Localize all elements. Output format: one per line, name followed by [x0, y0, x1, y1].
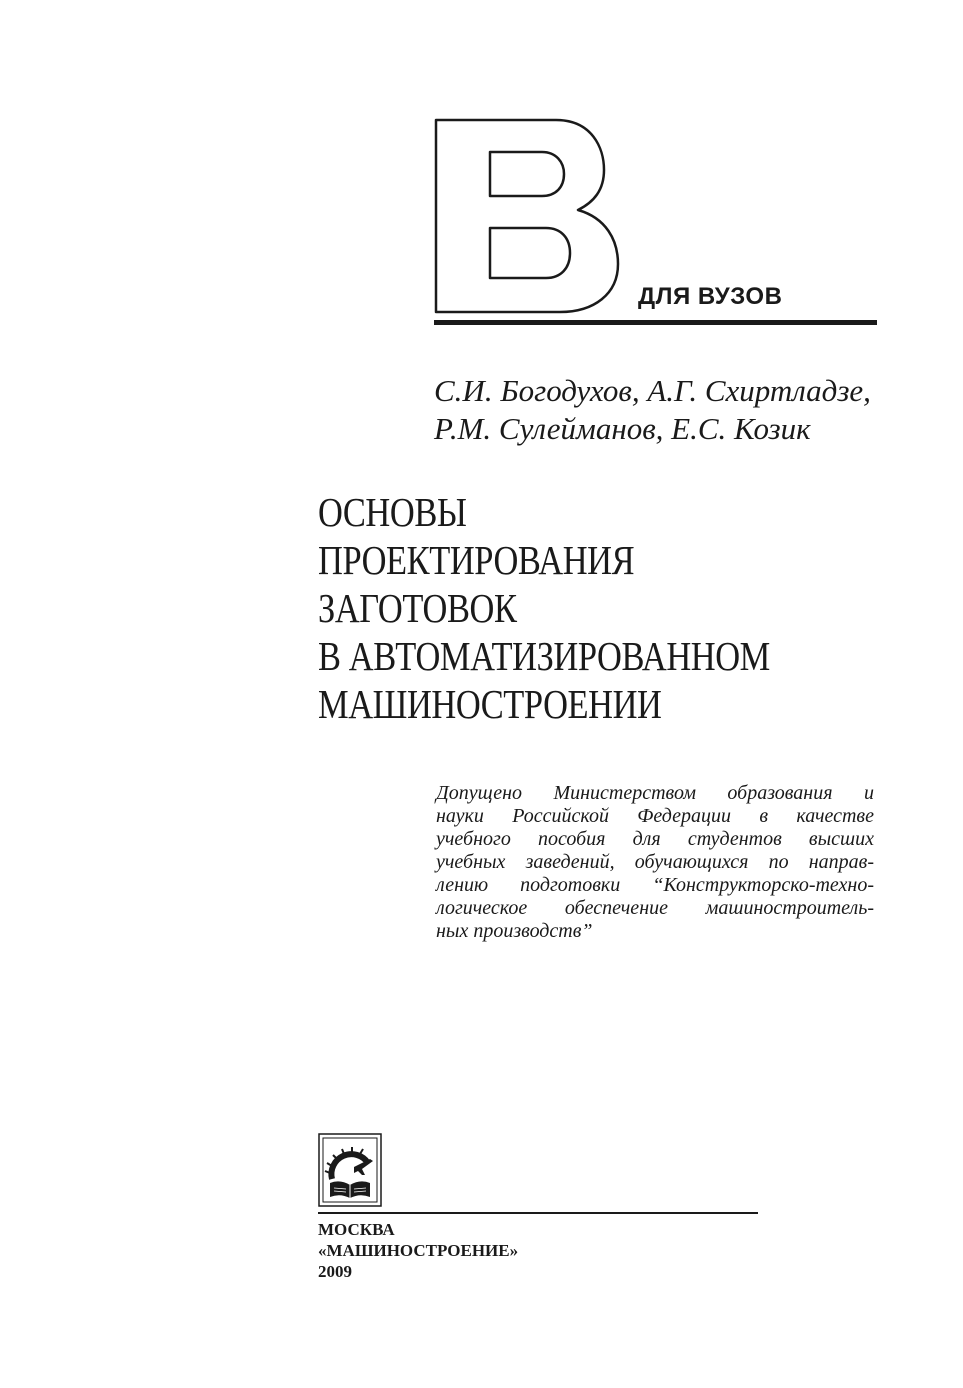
title-line-5: МАШИНОСТРОЕНИИ: [318, 681, 662, 727]
series-logo-icon: [434, 118, 624, 314]
approval-note: [436, 782, 874, 943]
approval-line-5: лению подготовки “Конструкторско-техно-: [436, 874, 874, 896]
publication-year: 2009: [318, 1262, 352, 1281]
publisher-emblem-icon: [318, 1133, 382, 1207]
approval-line-1: Допущено Министерством образования и: [436, 782, 874, 804]
title-line-2: ПРОЕКТИРОВАНИЯ: [318, 537, 635, 583]
approval-line-7: ных производств”: [436, 920, 593, 942]
approval-line-4: учебных заведений, обучающихся по направ-: [436, 851, 874, 873]
publisher-name: «МАШИНОСТРОЕНИЕ»: [318, 1241, 519, 1260]
authors-line-1: С.И. Богодухов, А.Г. Схиртладзе,: [434, 373, 871, 408]
imprint: [318, 1219, 518, 1282]
title-line-4: В АВТОМАТИЗИРОВАННОМ: [318, 633, 770, 679]
title-line-3: ЗАГОТОВОК: [318, 585, 517, 631]
publisher-divider: [318, 1212, 758, 1214]
title-line-1: ОСНОВЫ: [318, 489, 467, 535]
approval-line-6: логическое обеспечение машиностроитель-: [436, 897, 874, 919]
series-divider: [434, 320, 877, 325]
book-title: [318, 488, 938, 728]
series-label: ДЛЯ ВУЗОВ: [638, 283, 783, 310]
authors: [434, 372, 934, 448]
authors-line-2: Р.М. Сулейманов, Е.С. Козик: [434, 411, 811, 446]
publisher-city: МОСКВА: [318, 1220, 395, 1239]
approval-line-3: учебного пособия для студентов высших: [436, 828, 874, 850]
approval-line-2: науки Российской Федерации в качестве: [436, 805, 874, 827]
